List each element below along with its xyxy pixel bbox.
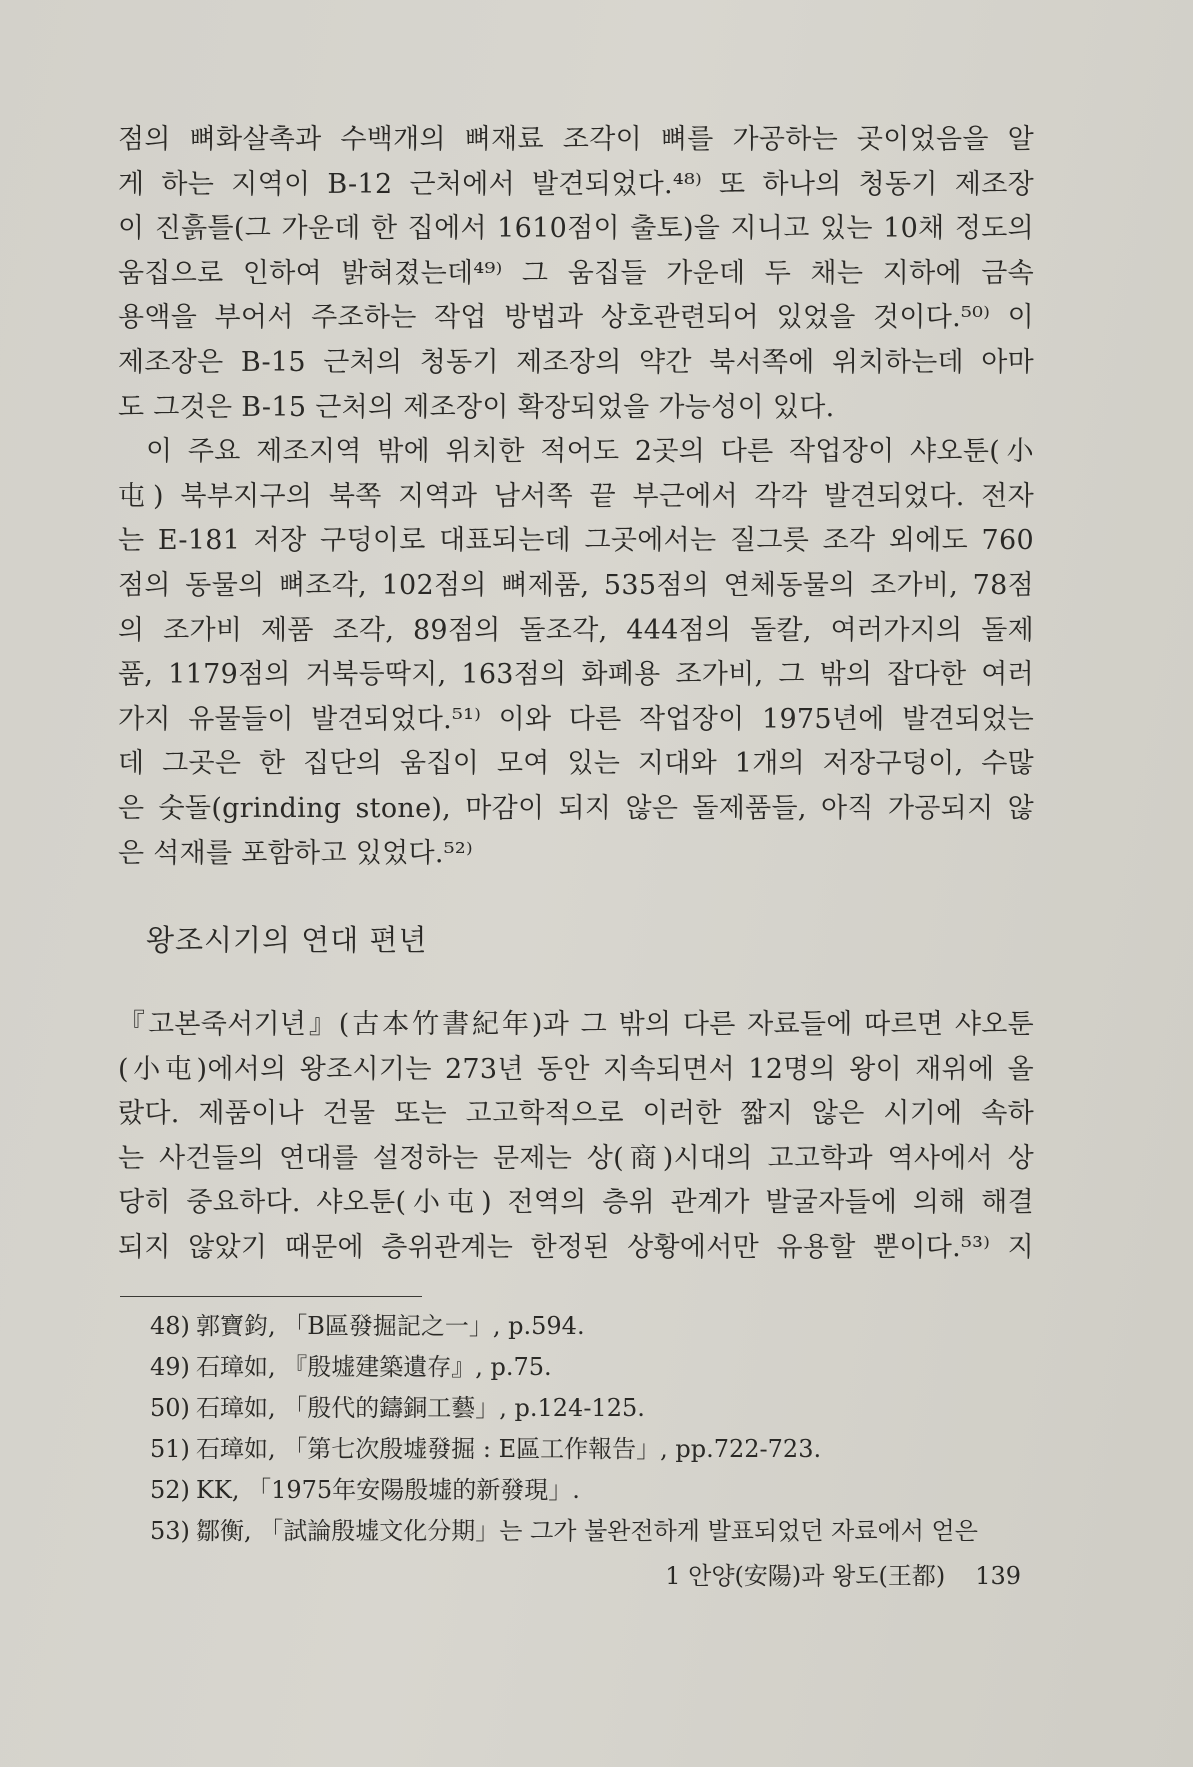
footnote-number: 53) (150, 1517, 190, 1545)
text-line: 랐다. 제품이나 건물 또는 고고학적으로 이러한 짧지 않은 시기에 속하 (118, 1098, 1034, 1130)
footnote-number: 48) (150, 1312, 190, 1340)
footnote-divider (120, 1296, 422, 1297)
paragraph-1 (118, 118, 1034, 876)
footnote-number: 52) (150, 1476, 190, 1504)
text-line: 점의 뼈화살촉과 수백개의 뼈재료 조각이 뼈를 가공하는 곳이었음을 알 (118, 124, 1034, 155)
text-line: 용액을 부어서 주조하는 작업 방법과 상호관련되어 있었을 것이다.⁵⁰⁾ 이 (118, 302, 1034, 334)
text-line: 데 그곳은 한 집단의 움집이 모여 있는 지대와 1개의 저장구덩이, 수많 (118, 748, 1034, 780)
text-line: 의 조가비 제품 조각, 89점의 돌조각, 444점의 돌칼, 여러가지의 돌제 (118, 614, 1034, 646)
footnote-text: KK, 「1975年安陽殷墟的新發現」. (196, 1476, 580, 1504)
text-line: 되지 않았기 때문에 층위관계는 한정된 상황에서만 유용할 뿐이다.⁵³⁾ 지 (118, 1231, 1034, 1263)
text-line: 당히 중요하다. 샤오툰(小屯) 전역의 층위 관계가 발굴자들에 의해 해결 (118, 1187, 1034, 1219)
text-line: 이 진흙틀(그 가운데 한 집에서 1610점이 출토)을 지니고 있는 10채 정도의 (118, 213, 1034, 245)
text-line: 도 그것은 B-15 근처의 제조장이 확장되었을 가능성이 있다. (118, 391, 835, 423)
footnote-text: 石璋如, 「殷代的鑄銅工藝」, p.124-125. (196, 1394, 645, 1422)
footnote (150, 1388, 1034, 1429)
text-line: 게 하는 지역이 B-12 근처에서 발견되었다.⁴⁸⁾ 또 하나의 청동기 제조장 (118, 168, 1034, 200)
footnote-number: 51) (150, 1435, 190, 1463)
footnote-text: 石璋如, 『殷墟建築遺存』, p.75. (196, 1353, 552, 1381)
text-line: 은 석재를 포함하고 있었다.⁵²⁾ (118, 837, 473, 869)
footnote (150, 1429, 1034, 1470)
running-head: 1 안양(安陽)과 왕도(王都) (665, 1562, 946, 1590)
page-footer (665, 1556, 1021, 1596)
text-line: 『고본죽서기년』(古本竹書紀年)과 그 밖의 다른 자료들에 따르면 샤오툰 (118, 1009, 1034, 1040)
page-number: 139 (975, 1562, 1021, 1590)
text-line: 은 숫돌(grinding stone), 마감이 되지 않은 돌제품들, 아직 가공되지 않 (118, 792, 1034, 824)
text-line: 는 사건들의 연대를 설정하는 문제는 상(商)시대의 고고학과 역사에서 상 (118, 1142, 1034, 1174)
footnote (150, 1511, 1034, 1552)
paragraph-3 (118, 1003, 1034, 1271)
footnote (150, 1306, 1034, 1347)
footnote (150, 1470, 1034, 1511)
footnote-number: 50) (150, 1394, 190, 1422)
footnote (150, 1347, 1034, 1388)
footnote-number: 49) (150, 1353, 190, 1381)
text-line: 품, 1179점의 거북등딱지, 163점의 화폐용 조가비, 그 밖의 잡다한 여러 (118, 659, 1034, 691)
text-line: 屯) 북부지구의 북쪽 지역과 남서쪽 끝 부근에서 각각 발견되었다. 전자 (118, 480, 1034, 512)
text-line: 이 주요 제조지역 밖에 위치한 적어도 2곳의 다른 작업장이 샤오툰(小 (146, 436, 1034, 468)
text-line: 가지 유물들이 발견되었다.⁵¹⁾ 이와 다른 작업장이 1975년에 발견되었는 (118, 703, 1034, 735)
section-heading: 왕조시기의 연대 편년 (146, 923, 428, 957)
footnote-text: 鄒衡, 「試論殷墟文化分期」는 그가 불완전하게 발표되었던 자료에서 얻은 (196, 1517, 978, 1545)
footnote-text: 石璋如, 「第七次殷墟發掘 : E區工作報告」, pp.722-723. (196, 1435, 822, 1463)
text-line: 점의 동물의 뼈조각, 102점의 뼈제품, 535점의 연체동물의 조가비, 78점 (118, 569, 1034, 601)
text-line: 는 E-181 저장 구덩이로 대표되는데 그곳에서는 질그릇 조각 외에도 760 (118, 525, 1034, 557)
footnote-text: 郭寶鈞, 「B區發掘記之一」, p.594. (196, 1312, 585, 1340)
footnotes (150, 1306, 1034, 1552)
text-line: 제조장은 B-15 근처의 청동기 제조장의 약간 북서쪽에 위치하는데 아마 (118, 346, 1034, 378)
text-line: (小屯)에서의 왕조시기는 273년 동안 지속되면서 12명의 왕이 재위에 올 (118, 1053, 1034, 1085)
text-line: 움집으로 인하여 밝혀졌는데⁴⁹⁾ 그 움집들 가운데 두 채는 지하에 금속 (118, 257, 1034, 289)
